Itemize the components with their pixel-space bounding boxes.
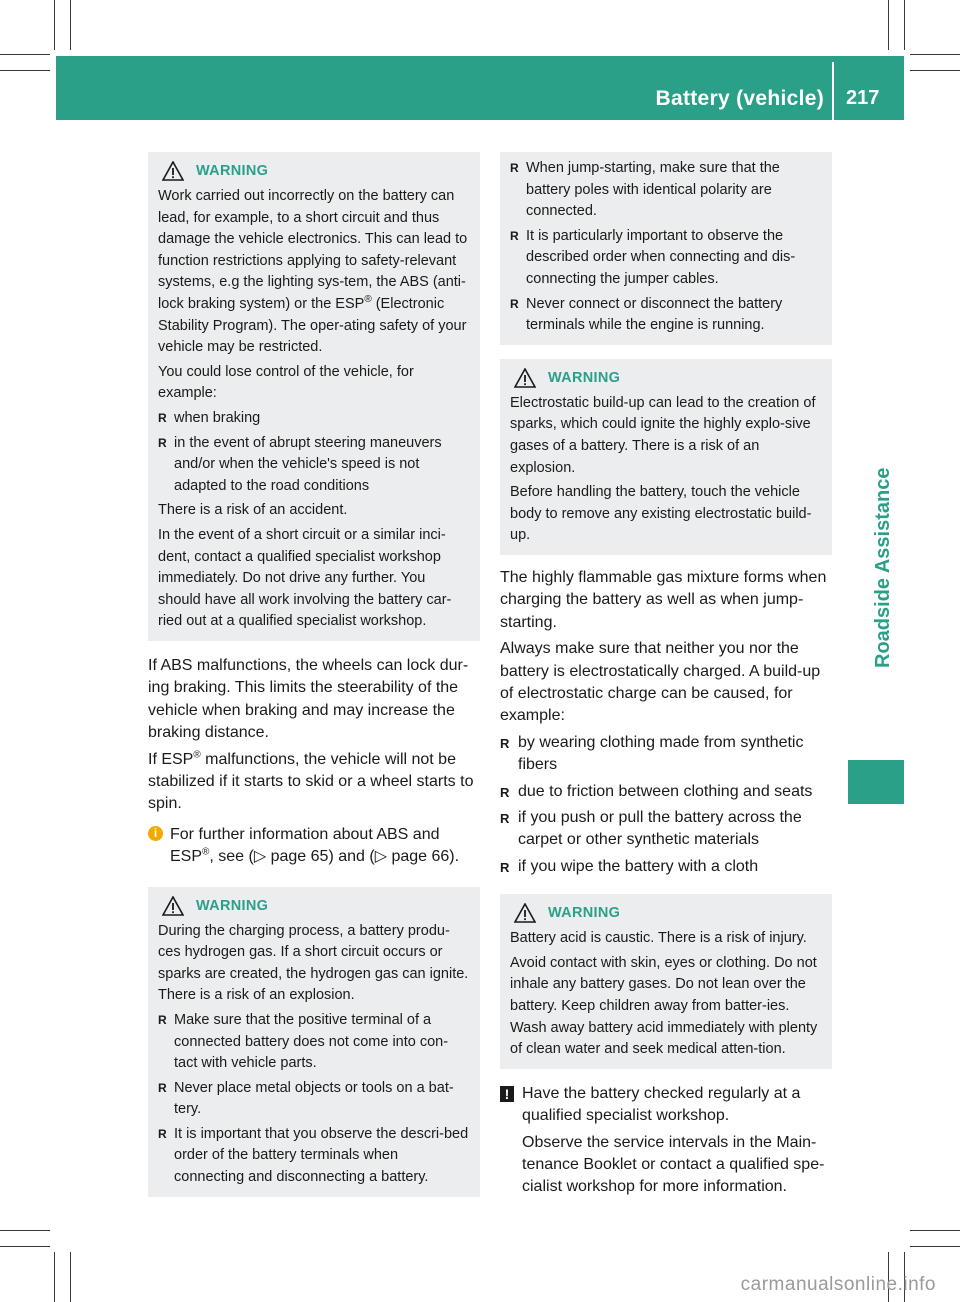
crop-mark bbox=[910, 1230, 960, 1231]
list-item: R by wearing clothing made from synthetic fibers bbox=[500, 732, 832, 777]
page-number: 217 bbox=[846, 87, 880, 109]
warning-text: Battery acid is caustic. There is a risk of injury. bbox=[510, 930, 807, 947]
arrow-icon: ▷ bbox=[374, 848, 392, 866]
warning-text: Work carried out incorrectly on the battery can lead, for example, to a short circuit and thus damage the vehicle electronics. This can lead to function restrictions applying to safety-relevant systems, e.g the lighting sys-tem, the ABS (anti-lock braking system) or the ESP® (Electronic Stability Program). The oper-ating safety of your vehicle may be restricted. bbox=[158, 188, 468, 356]
crop-mark bbox=[0, 54, 50, 55]
warning-label: WARNING bbox=[196, 163, 269, 179]
body-paragraph: The highly flammable gas mixture forms when charging the battery as well as when jump-starting. bbox=[500, 568, 827, 631]
crop-mark bbox=[70, 1252, 71, 1302]
warning-header bbox=[510, 902, 822, 924]
info-note: i For further information about ABS and ESP®, see (▷ page 65) and (▷ page 66). bbox=[148, 824, 480, 869]
page-title: Battery (vehicle) bbox=[655, 87, 824, 110]
right-column bbox=[500, 152, 832, 1203]
note-text: Observe the service intervals in the Main-tenance Booklet or contact a qualified spe-cialist workshop for more information. bbox=[522, 1133, 825, 1196]
warning-label: WARNING bbox=[548, 905, 621, 922]
section-tab-marker bbox=[848, 760, 904, 804]
crop-mark bbox=[54, 1252, 55, 1302]
warning-continued-box bbox=[500, 152, 832, 345]
crop-mark bbox=[70, 0, 71, 50]
crop-mark bbox=[904, 0, 905, 50]
crop-mark bbox=[910, 54, 960, 55]
left-column bbox=[148, 152, 480, 1197]
warning-text: In the event of a short circuit or a similar inci-dent, contact a qualified specialist workshop immediately. Do not drive any further. You should have all work involving the battery car-ried out at a qualified specialist workshop. bbox=[158, 526, 452, 630]
warning-text: Before handling the battery, touch the vehicle body to remove any existing electrostatic build-up. bbox=[510, 484, 812, 544]
list-item: R in the event of abrupt steering maneuvers and/or when the vehicle's speed is not adapted to the road conditions bbox=[158, 433, 470, 498]
crop-mark bbox=[888, 0, 889, 50]
list-item: R Make sure that the positive terminal of a connected battery does not come into con-tact with vehicle parts. bbox=[158, 1010, 470, 1075]
page-reference-link[interactable]: page 65 bbox=[270, 848, 329, 866]
warning-text: Avoid contact with skin, eyes or clothing. Do not inhale any battery gases. Do not lean over the battery. Keep children away from batter-ies. Wash away battery acid immediately with plenty of clean water and seek medical atten-tion. bbox=[510, 954, 818, 1058]
warning-triangle-icon bbox=[162, 161, 184, 181]
list-item: R It is particularly important to observe the described order when connecting and dis-connecting the jumper cables. bbox=[510, 226, 822, 291]
watermark: carmanualsonline.info bbox=[740, 1274, 936, 1295]
crop-mark bbox=[54, 0, 55, 50]
warning-text: Electrostatic build-up can lead to the creation of sparks, which could ignite the highly explo-sive gases of a battery. There is a risk of an explosion. bbox=[510, 394, 816, 476]
list-item: R if you wipe the battery with a cloth bbox=[500, 856, 832, 878]
list-item: R When jump-starting, make sure that the battery poles with identical polarity are connected. bbox=[510, 158, 822, 223]
list-item: R when braking bbox=[158, 408, 470, 430]
warning-label: WARNING bbox=[196, 897, 269, 914]
caution-note bbox=[500, 1083, 832, 1199]
warning-header bbox=[158, 160, 470, 182]
warning-triangle-icon bbox=[514, 368, 536, 388]
warning-triangle-icon bbox=[162, 896, 184, 916]
warning-text: You could lose control of the vehicle, for example: bbox=[158, 363, 414, 402]
crop-mark bbox=[0, 1230, 50, 1231]
warning-header bbox=[158, 895, 470, 917]
arrow-icon: ▷ bbox=[253, 848, 271, 866]
warning-box bbox=[148, 887, 480, 1197]
page-reference-link[interactable]: page 66 bbox=[391, 848, 450, 866]
warning-box bbox=[500, 359, 832, 555]
body-paragraph: If ESP® malfunctions, the vehicle will not be stabilized if it starts to skid or a wheel starts to spin. bbox=[148, 749, 474, 813]
list-item: R Never place metal objects or tools on a bat-tery. bbox=[158, 1078, 470, 1121]
exclamation-icon: ! bbox=[500, 1086, 514, 1102]
body-paragraph: If ABS malfunctions, the wheels can lock dur-ing braking. This limits the steerability of the vehicle when braking and may increase the braking distance. bbox=[148, 656, 469, 742]
crop-mark bbox=[0, 70, 50, 71]
warning-box bbox=[500, 894, 832, 1069]
header-divider bbox=[832, 62, 834, 120]
list-item: R if you push or pull the battery across the carpet or other synthetic materials bbox=[500, 807, 832, 852]
warning-box bbox=[148, 152, 480, 641]
note-text: Have the battery checked regularly at a qualified specialist workshop. bbox=[522, 1084, 801, 1125]
body-paragraph: Always make sure that neither you nor the battery is electrostatically charged. A build-up of electrostatic charge can be caused, for example: bbox=[500, 640, 821, 725]
list-item: R It is important that you observe the descri-bed order of the battery terminals when connecting and disconnecting a battery. bbox=[158, 1124, 470, 1189]
warning-text: During the charging process, a battery produ-ces hydrogen gas. If a short circuit occurs or sparks are created, the hydrogen gas can ignite. There is a risk of an explosion. bbox=[158, 922, 469, 1004]
list-item: R due to friction between clothing and seats bbox=[500, 781, 832, 803]
warning-label: WARNING bbox=[548, 369, 621, 386]
warning-triangle-icon bbox=[514, 903, 536, 923]
crop-mark bbox=[0, 1246, 50, 1247]
warning-header bbox=[510, 367, 822, 389]
section-tab-label: Roadside Assistance bbox=[872, 467, 894, 668]
info-icon: i bbox=[148, 826, 163, 841]
crop-mark bbox=[910, 1246, 960, 1247]
crop-mark bbox=[910, 70, 960, 71]
list-item: R Never connect or disconnect the battery terminals while the engine is running. bbox=[510, 294, 822, 337]
warning-text: There is a risk of an accident. bbox=[158, 502, 348, 519]
